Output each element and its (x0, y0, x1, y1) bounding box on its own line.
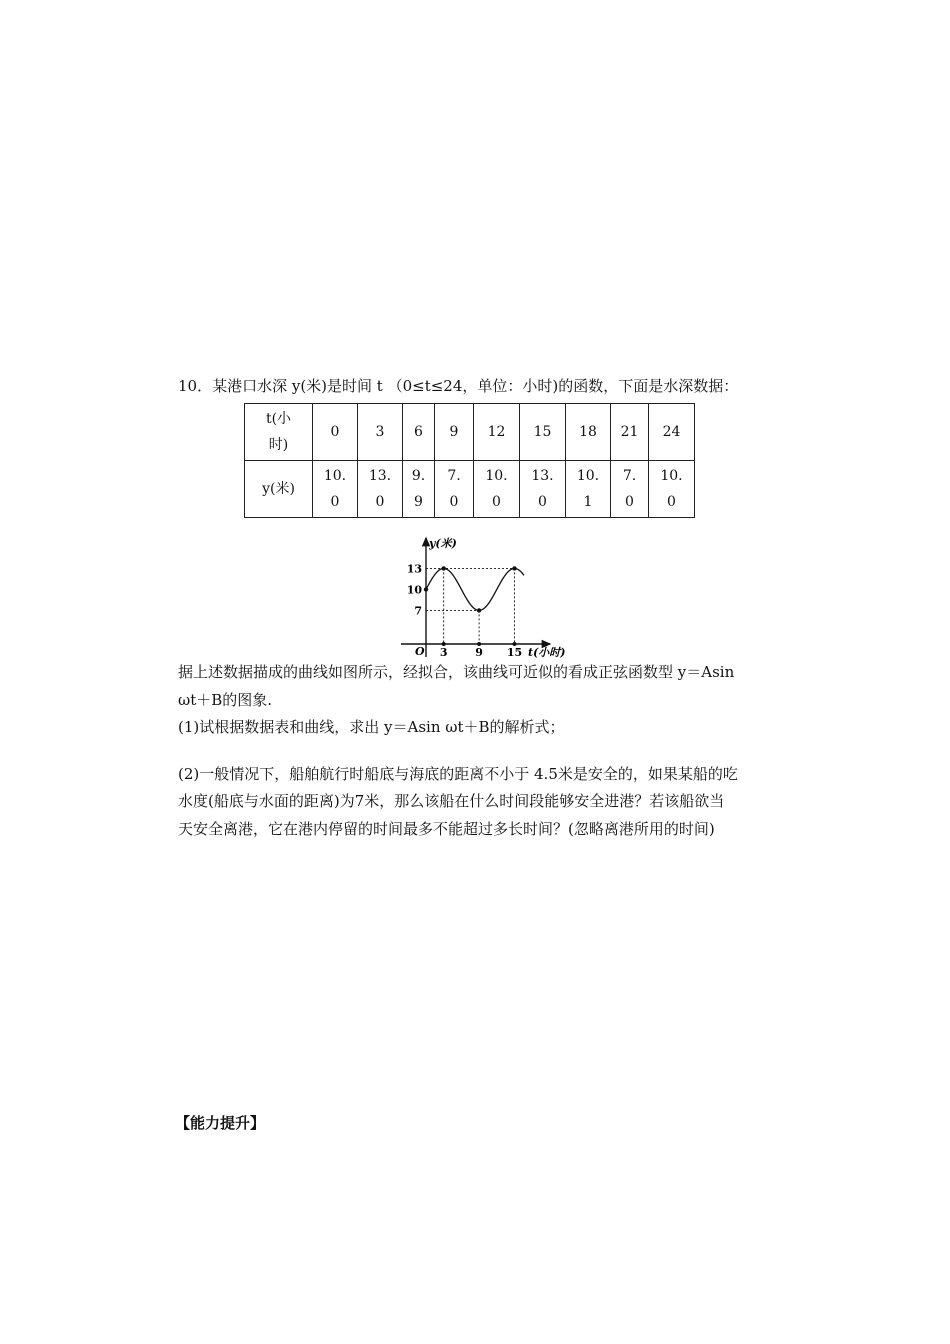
table-row-t (245, 404, 695, 461)
t-cell: 15 (520, 404, 566, 461)
x-tick-label: 3 (439, 646, 448, 659)
t-cell: 3 (358, 404, 403, 461)
y-cell: 7. 0 (435, 461, 474, 518)
sine-curve (426, 568, 524, 610)
y-cell: 10. 0 (313, 461, 358, 518)
table-row-y (245, 461, 695, 518)
data-point (477, 608, 481, 612)
y-cell: 13. 0 (358, 461, 403, 518)
y-cell: 10. 0 (649, 461, 695, 518)
t-cell: 24 (649, 404, 695, 461)
y-cell: 10. 1 (566, 461, 611, 518)
y-axis-label: y(米) (429, 537, 457, 550)
water-depth-graph (395, 532, 595, 662)
t-cell: 18 (566, 404, 611, 461)
part-1-text: (1)试根据数据表和曲线，求出 y＝Asin ωt＋B的解析式； (178, 718, 565, 736)
x-tick-label: 9 (475, 646, 483, 659)
y-cell: 13. 0 (520, 461, 566, 518)
part-2-line-2: 水度(船底与水面的距离)为7米，那么该船在什么时间段能够安全进港？若该船欲当 (178, 792, 725, 810)
y-cell: 7. 0 (611, 461, 649, 518)
t-cell: 9 (435, 404, 474, 461)
part-2-line-3: 天安全离港，它在港内停留的时间最多不能超过多长时间？(忽略离港所用的时间) (178, 820, 715, 838)
section-heading: 【能力提升】 (175, 1114, 266, 1132)
depth-data-table (244, 403, 695, 518)
x-axis-label: t(小时) (528, 646, 566, 659)
x-tick-label: 15 (506, 646, 523, 659)
y-tick-label: 7 (414, 604, 422, 618)
t-cell: 0 (313, 404, 358, 461)
t-header-cell: t(小 时) (245, 404, 313, 461)
y-tick-label: 10 (406, 583, 422, 597)
origin-label: O (415, 645, 425, 658)
description-line-2: ωt＋B的图象. (178, 691, 273, 709)
description-line-1: 据上述数据描成的曲线如图所示，经拟合，该曲线可近似的看成正弦函数型 y＝Asin (178, 663, 735, 681)
y-cell: 9. 9 (403, 461, 435, 518)
data-point (512, 566, 516, 570)
part-2-line-1: (2)一般情况下，船舶航行时船底与海底的距离不小于 4.5米是安全的，如果某船的吃 (178, 765, 738, 783)
y-header-cell: y(米) (245, 461, 313, 518)
t-cell: 21 (611, 404, 649, 461)
t-cell: 12 (474, 404, 520, 461)
y-tick-label: 13 (406, 562, 422, 576)
data-point (442, 566, 446, 570)
data-point (424, 587, 428, 591)
y-cell: 10. 0 (474, 461, 520, 518)
t-cell: 6 (403, 404, 435, 461)
question-intro: 10．某港口水深 y(米)是时间 t （0≤t≤24，单位：小时)的函数，下面是水深数据： (178, 377, 739, 395)
